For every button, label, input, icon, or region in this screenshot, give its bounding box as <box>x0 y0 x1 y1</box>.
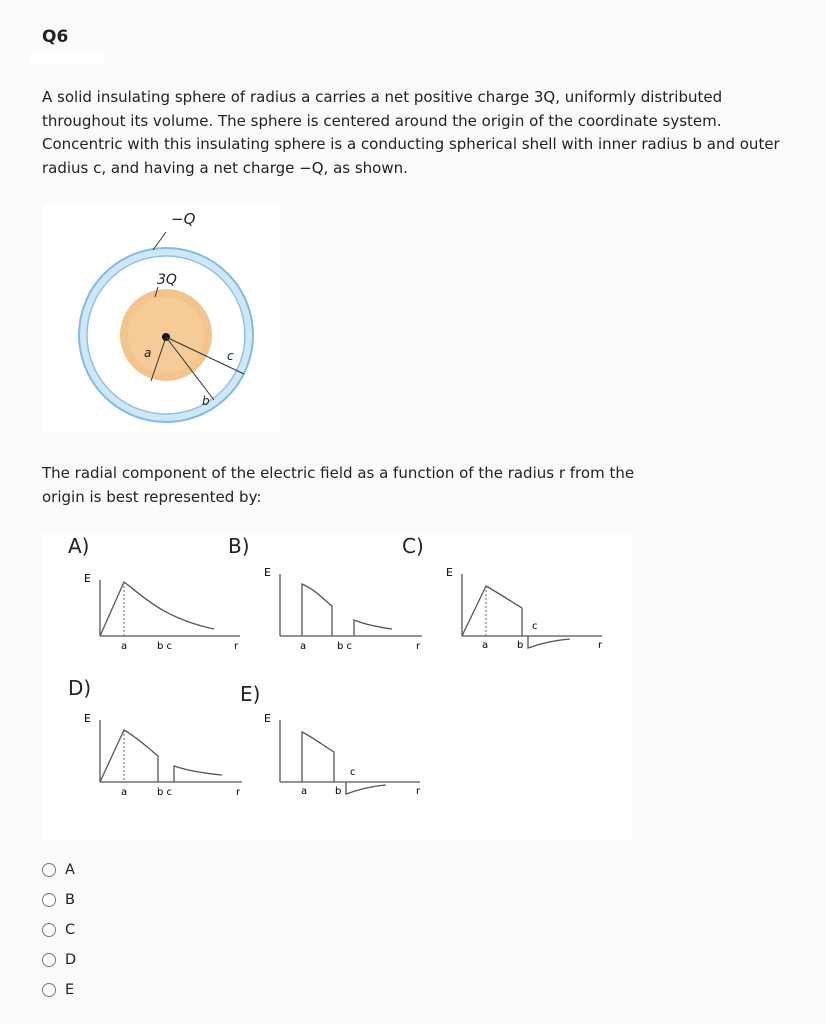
tick-c: c <box>350 767 356 778</box>
axis-e-label: E <box>264 566 271 579</box>
tick-a: a <box>121 641 128 652</box>
tick-a: a <box>301 786 308 797</box>
axis-r-label: r <box>236 787 241 798</box>
sphere-figure <box>43 204 280 432</box>
radius-a-label: a <box>144 346 152 360</box>
axis-e-label: E <box>264 712 271 725</box>
question-prompt: The radial component of the electric field as a function of the radius r from the origin is best represented by: <box>42 464 635 506</box>
tick-bc: b c <box>337 641 353 652</box>
option-label: E <box>65 982 75 998</box>
tick-a: a <box>121 787 128 798</box>
tick-b: b <box>517 640 524 651</box>
radio-button[interactable] <box>42 863 56 877</box>
option-e[interactable] <box>42 975 76 1005</box>
option-a[interactable] <box>42 855 76 885</box>
axis-r-label: r <box>598 640 603 651</box>
option-d[interactable] <box>42 945 76 975</box>
tick-a: a <box>482 640 489 651</box>
graph-label-e: E) <box>240 682 261 706</box>
graph-a <box>72 560 262 655</box>
axis-r-label: r <box>416 641 421 652</box>
graph-label-b: B) <box>228 534 250 558</box>
shell-charge-label: −Q <box>171 210 196 228</box>
option-c[interactable] <box>42 915 76 945</box>
graph-panel <box>42 534 632 840</box>
radio-button[interactable] <box>42 893 56 907</box>
graph-c <box>434 560 624 655</box>
radio-button[interactable] <box>42 983 56 997</box>
tick-bc: b c <box>157 641 173 652</box>
option-b[interactable] <box>42 885 76 915</box>
redacted-blur <box>30 52 105 64</box>
radius-c-label: c <box>227 349 234 363</box>
graph-label-d: D) <box>68 676 92 700</box>
graph-b <box>252 560 442 655</box>
answer-options <box>42 855 76 1005</box>
graph-d <box>72 706 262 801</box>
radio-button[interactable] <box>42 923 56 937</box>
axis-e-label: E <box>84 572 91 585</box>
question-number: Q6 <box>42 27 69 47</box>
sphere-diagram <box>43 204 280 432</box>
tick-bc: b c <box>157 787 173 798</box>
graph-label-a: A) <box>68 534 90 558</box>
radio-button[interactable] <box>42 953 56 967</box>
axis-r-label: r <box>234 641 239 652</box>
option-label: D <box>65 952 77 968</box>
question-text: A solid insulating sphere of radius a carries a net positive charge 3Q, uniformly distributed throughout its volume. The sphere is centered around the origin of the coordinate system. Concentric with this insulating sphere is a conducting spherical shell with inner radius b and outer radius c, and having a net charge −Q, as shown. <box>42 88 780 177</box>
sphere-charge-label: 3Q <box>157 272 177 288</box>
axis-e-label: E <box>84 712 91 725</box>
tick-a: a <box>300 641 307 652</box>
axis-r-label: r <box>416 786 421 797</box>
option-label: A <box>65 862 75 878</box>
tick-c: c <box>532 621 538 632</box>
graph-e <box>252 706 442 801</box>
axis-e-label: E <box>446 566 453 579</box>
radius-b-label: b <box>202 394 210 408</box>
graph-label-c: C) <box>402 534 424 558</box>
option-label: B <box>65 892 75 908</box>
tick-b: b <box>335 786 342 797</box>
option-label: C <box>65 922 76 938</box>
